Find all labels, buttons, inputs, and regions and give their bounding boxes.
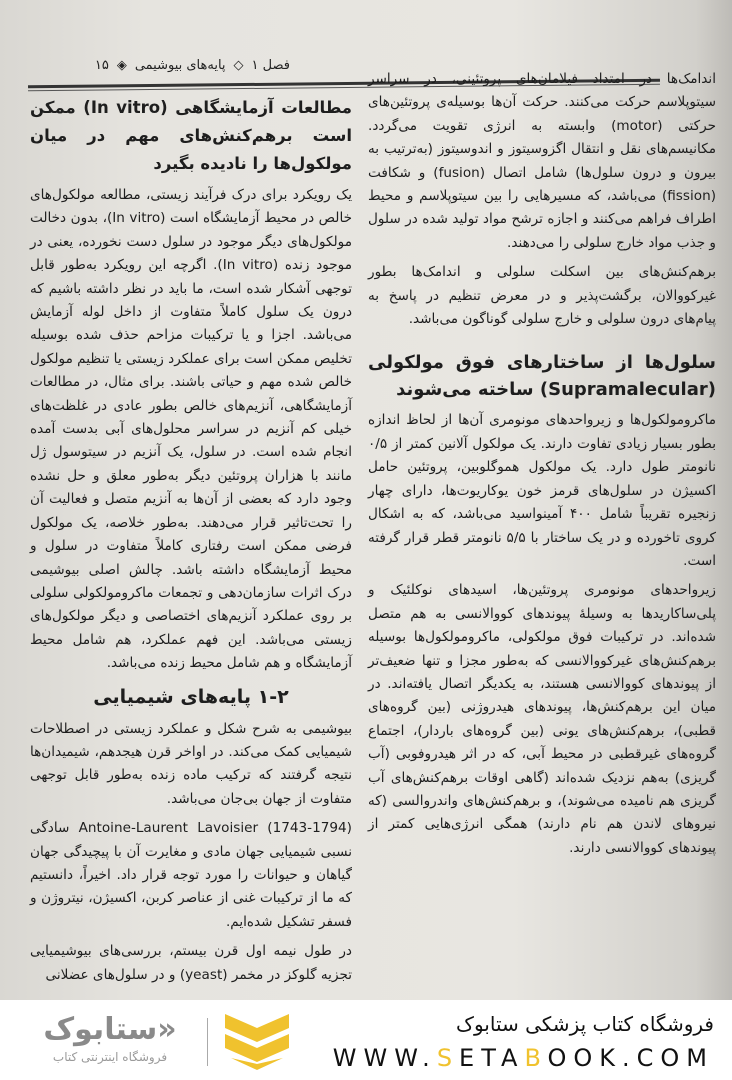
url-part-accent: B — [524, 1044, 548, 1072]
chapter-label: فصل ۱ — [251, 58, 290, 73]
paragraph: Antoine-Laurent Lavoisier (1743-1794) سادگی نسبی شیمیایی جهان مادی و مغایرت آن با پیچیدگی جهان گیاهان و حیوانات را مورد توجه قرار داد. اخیراً، دانستیم که ما از ترکیبات غنی از عناصر کربن، اکسیژن، نیتروژن و فسفر تشکیل شده‌ایم. — [30, 820, 352, 930]
shop-name: فروشگاه کتاب پزشکی ستابوک — [456, 1012, 714, 1036]
logo-divider — [207, 1018, 208, 1066]
section-heading: ۱-۲ پایه‌های شیمیایی — [93, 685, 289, 708]
page-number: ۱۵ — [94, 58, 109, 73]
paragraph: زیرواحدهای مونومری پروتئین‌ها، اسیدهای نوکلئیک و پلی‌ساکاریدها به وسیلهٔ پیوندهای کووالانسی به هم متصل شده‌اند. در ترکیبات فوق مولکولی، ماکرومولکول‌ها بوسیله برهم‌کنش‌های غیرکووالانسی که به‌طور مجزا و تنها ضعیف‌تر از پیوندهای کووالانسی هستند، به یکدیگر اتصال یافته‌اند. در میان این برهم‌کنش‌ها، پیوندهای هیدروژنی (بین گروه‌های قطبی)، برهم‌کنش‌های یونی (بین گروه‌های باردار)، اجتماع گروه‌های غیرقطبی در محیط آبی، که در اثر هیدروفوبی (آب گریزی) به‌هم نزدیک شده‌اند (گاهی اوقات برهم‌کنش‌های آب گریزی هم نامیده می‌شوند)، و برهم‌کنش‌های واندروالسی (که نیروهای لاندن هم نام دارند) همگی انرژی‌هایی کمتر از پیوندهای کووالانسی دارند. — [368, 582, 716, 856]
logo-subtitle: فروشگاه اینترنتی کتاب — [52, 1050, 168, 1064]
url-part: ETA — [459, 1044, 525, 1072]
paragraph: در طول نیمه اول قرن بیستم، بررسی‌های بیوشیمیایی تجزیه گلوکز در مخمر (yeast) و در سلول‌های عضلانی — [30, 943, 352, 983]
running-header — [30, 58, 290, 73]
right-column — [368, 68, 716, 866]
paragraph: بیوشیمی به شرح شکل و عملکرد زیستی در اصطلاحات شیمیایی کمک می‌کند. در اواخر قرن هیجدهم، شیمیدان‌ها نتیجه گرفتند که ترکیب ماده زنده به‌طور قابل توجهی متفاوت از جهان بی‌جان می‌باشد. — [30, 720, 352, 807]
store-footer — [0, 1000, 732, 1080]
paragraph: ماکرومولکول‌ها و زیرواحدهای مونومری آن‌ها از لحاظ اندازه بطور بسیار زیادی تفاوت دارند. یک مولکول آلانین کمتر از ۰/۵ نانومتر طول دارد. یک مولکول هموگلوبین، پروتئین حامل اکسیژن در سلول‌های قرمز خون یوکاریوت‌ها، دارای چهار زنجیره تقریباً شامل ۴۰۰ آمینواسید می‌باشد، که به اشکال کروی تاخورده و در یک ساختار با ۵/۵ نانومتر قطر قرار گرفته است. — [368, 412, 717, 569]
paragraph: اندامک‌ها در امتداد فیلامان‌های پروتئینی، در سراسر سیتوپلاسم حرکت می‌کنند. حرکت آن‌ها بوسیله‌ی پروتئین‌های حرکتی (motor) وابسته به انرژی تقویت می‌گردد. مکانیسم‌های نقل و انتقال اگزوسیتوز و اندوسیتوز (به‌ترتیب به بیرون و درون سلول‌ها) شامل اتصال (fusion) و شکافت (fission) می‌باشد، که مسیرهایی را بین سیتوپلاسم و محیط اطراف فراهم می‌کنند و اجازه ترشح مواد تولید شده در سلول و جذب مواد خارج سلولی را می‌دهند. — [368, 71, 716, 251]
store-logo[interactable] — [35, 1012, 285, 1072]
paragraph: برهم‌کنش‌های بین اسکلت سلولی و اندامک‌ها بطور غیرکووالان، برگشت‌پذیر و در معرض تنظیم در پاسخ به پیام‌های درون سلولی و خارج سلولی گوناگون می‌باشد. — [368, 264, 716, 328]
shop-url[interactable] — [333, 1044, 714, 1072]
logo-wordmark: «ستابوک — [43, 1012, 177, 1047]
subsection-heading: مطالعات آزمایشگاهی (In vitro) ممکن است برهم‌کنش‌های مهم در میان مولکول‌ها را نادیده بگیرد — [30, 98, 353, 173]
url-part-accent: S — [436, 1044, 460, 1072]
chevron-logo-icon — [225, 1014, 289, 1070]
url-part: OOK.COM — [547, 1044, 714, 1072]
subsection-heading: سلول‌ها از ساختارهای فوق مولکولی (Supramalecular) ساخته می‌شوند — [368, 352, 716, 401]
url-part: WWW. — [332, 1044, 437, 1072]
book-title: پایه‌های بیوشیمی — [134, 58, 226, 73]
paragraph: یک رویکرد برای درک فرآیند زیستی، مطالعه مولکول‌های خالص در محیط آزمایشگاه است (In vitro)، بدون دخالت مولکول‌های دیگر موجود در سلول دست نخورده، یعنی در موجود زنده (In vitro). اگرچه این رویکرد به‌طور قابل توجهی آشکار شده است، ما باید در نظر داشته باشیم که درون یک سلول کاملاً متفاوت از داخل لوله آزمایش می‌باشد. اجزا و یا ترکیبات مزاحم حذف شده بوسیله تخلیص ممکن است برای عملکرد زیستی یا تنظیم مولکول خالص شده مهم و حیاتی باشند. برای مثال، در مطالعات آزمایشگاهی، آنزیم‌های خالص بطور عادی در غلظت‌های خیلی کم آنزیم در سراسر محلول‌های آبی بدست آمده انجام شده است. در سلول، یک آنزیم در سیتوسول ژل مانند با هزاران پروتئین دیگر به‌طور معلق و حل نشده وجود دارد که بعضی از آن‌ها به آنزیم متصل و فعالیت آن را تحت‌تاثیر قرار می‌دهند. به‌طور خلاصه، یک مولکول فرضی ممکن است رفتاری کاملاً متفاوت در سلول و محیط آزمایشگاه داشته باشد. چالش اصلی بیوشیمی درک اثرات سازمان‌دهی و تجمعات ماکرومولکولی سلولی بر روی عملکرد آنزیم‌های اختصاصی و دیگر مولکول‌های زیستی می‌باشد. این فهم عملکرد، هم شامل محیط آزمایشگاه و هم شامل محیط زنده می‌باشد. — [30, 187, 352, 672]
diamond-icon: ◇ — [233, 58, 244, 73]
left-column — [30, 94, 352, 993]
filled-diamond-icon: ◈ — [116, 58, 127, 73]
